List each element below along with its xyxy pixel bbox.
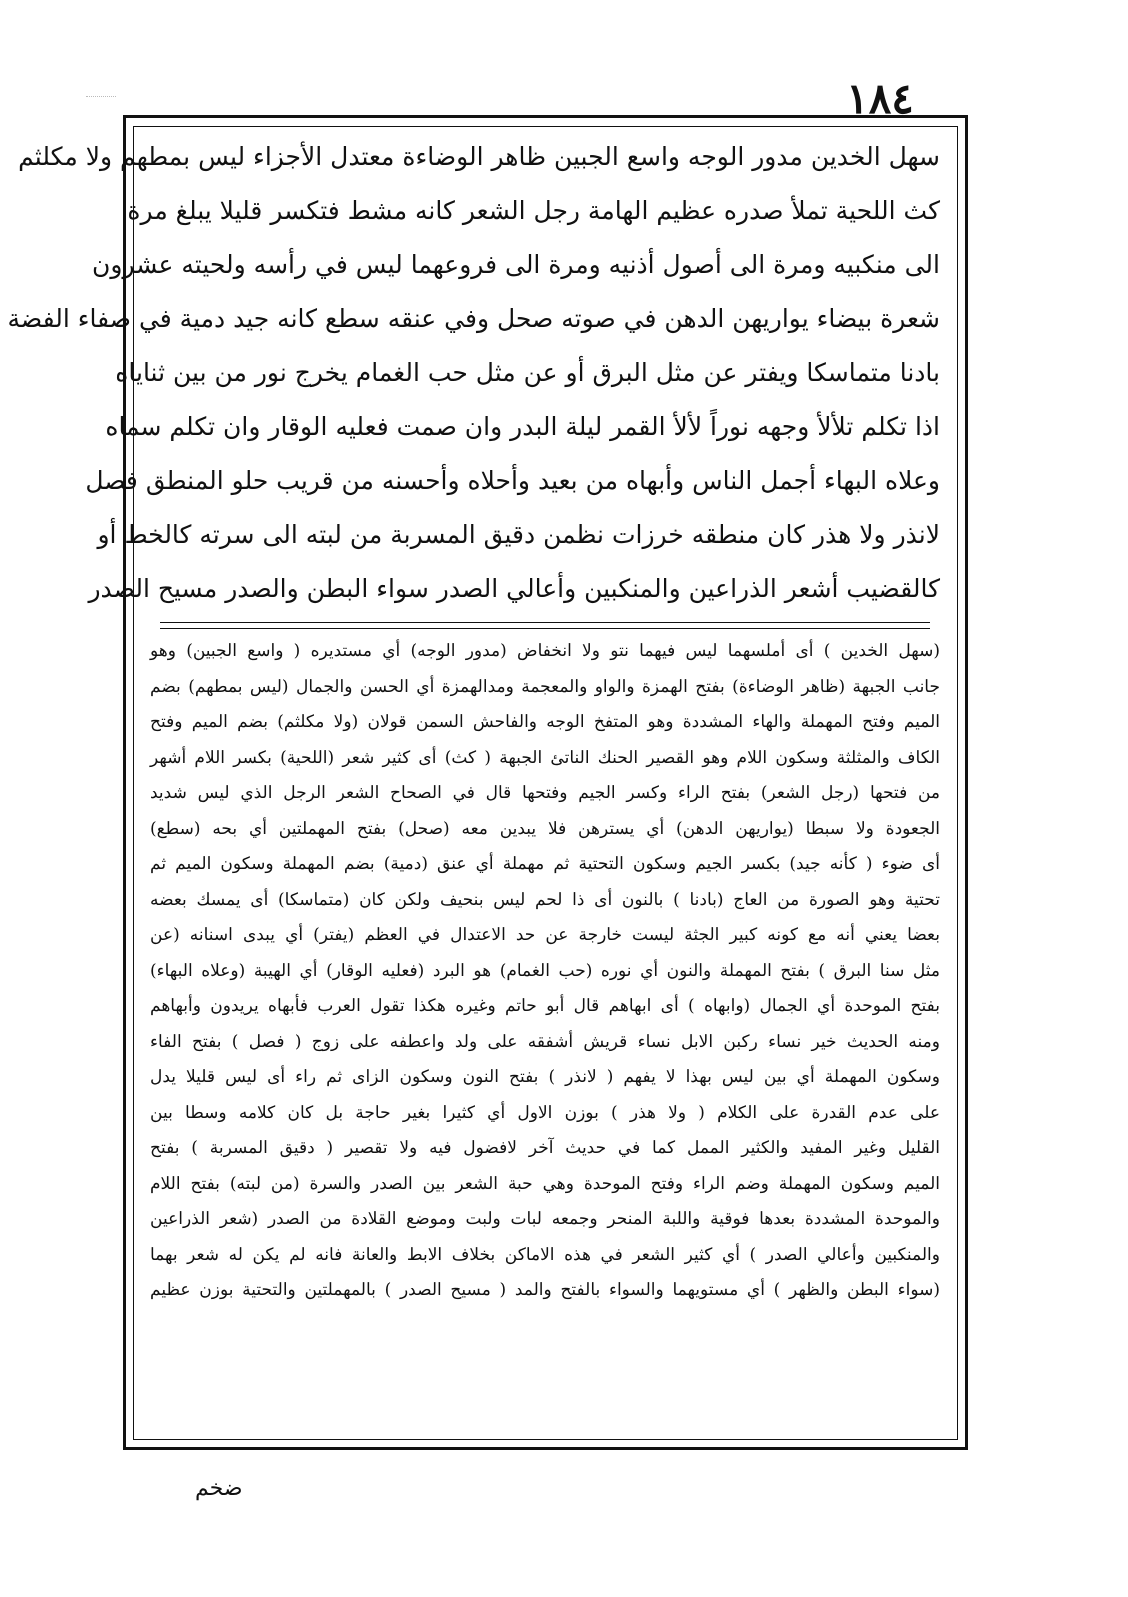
commentary-line: والموحدة المشددة بعدها فوقية واللبة المنحر وجمعه لبات ولبت وموضع القلادة من الصدر (شعر الذراعين xyxy=(150,1209,940,1229)
commentary-line: من فتحها (رجل الشعر) بفتح الراء وكسر الجيم وفتحها قال في الصحاح الشعر الرجل الذي ليس شديد xyxy=(150,783,940,803)
separator-rule xyxy=(160,628,930,629)
commentary-line: جانب الجبهة (ظاهر الوضاءة) بفتح الهمزة والواو والمعجمة ومدالهمزة أي الحسن والجمال (ليس بمطهم) بضم xyxy=(150,676,940,697)
commentary-line: والمنكبين وأعالي الصدر ) أي كثير الشعر في هذه الاماكن بخلاف الابط والعانة فانه لم يكن له شعر بهما xyxy=(150,1244,940,1265)
scan-smudge xyxy=(86,96,116,98)
commentary-block xyxy=(150,634,940,1309)
main-text-line: بادنا متماسكا ويفتر عن مثل البرق أو عن مثل حب الغمام يخرج نور من بين ثناياه xyxy=(115,358,940,387)
commentary-line: مثل سنا البرق ) بفتح المهملة والنون أي نوره (حب الغمام) هو البرد (فعليه الوقار) أي الهيبة (وعلاه البهاء) xyxy=(150,960,940,981)
commentary-line: ومنه الحديث خير نساء ركبن الابل نساء قريش أشفقه على ولد واعطفه على زوج ( فصل ) بفتح الفاء xyxy=(150,1031,940,1052)
commentary-line: الميم وفتح المهملة والهاء المشددة وهو المتفخ الوجه والفاحش السمن قولان (ولا مكلثم) بضم الميم وفتح xyxy=(150,712,940,732)
catchword: ضخم xyxy=(195,1476,243,1501)
commentary-line: (سواء البطن والظهر ) أي مستويهما والسواء بالفتح والمد ( مسيح الصدر ) بالمهملتين والتحتية بوزن عظيم xyxy=(150,1280,940,1300)
main-text-line: الى منكبيه ومرة الى أصول أذنيه ومرة الى فروعهما ليس في رأسه ولحيته عشرون xyxy=(92,250,940,279)
page-number: ١٨٤ xyxy=(846,74,914,123)
commentary-line: بفتح الموحدة أي الجمال (وابهاه ) أى ابهاهم قال أبو حاتم وغيره هكذا تقول العرب فأبهاه يريدون وأبهاهم xyxy=(150,996,940,1016)
commentary-line: القليل وغير المفيد والكثير الممل كما في حديث آخر لافضول فيه ولا تقصير ( دقيق المسربة ) بفتح xyxy=(150,1138,940,1158)
main-text-line: كالقضيب أشعر الذراعين والمنكبين وأعالي الصدر سواء البطن والصدر مسيح الصدر xyxy=(88,574,940,603)
commentary-line: تحتية وهو الصورة من العاج (بادنا ) بالنون أى ذا لحم ليس بنحيف ولكن كان (متماسكا) أى يمسك بعضه xyxy=(150,889,940,910)
main-text-line: وعلاه البهاء أجمل الناس وأبهاه من بعيد وأحلاه وأحسنه من قريب حلو المنطق فصل xyxy=(85,466,940,495)
main-text-line: اذا تكلم تلألأ وجهه نوراً لألأ القمر ليلة البدر وان صمت فعليه الوقار وان تكلم سماه xyxy=(105,412,940,441)
main-text-line: شعرة بيضاء يواريهن الدهن في صوته صحل وفي عنقه سطع كانه جيد دمية في صفاء الفضة xyxy=(7,304,940,333)
commentary-line: (سهل الخدين ) أى أملسهما ليس فيهما نتو ولا انخفاض (مدور الوجه) أي مستديره ( واسع الجبين) وهو xyxy=(150,641,940,661)
main-text-block xyxy=(7,130,940,616)
commentary-line: الكاف والمثلثة وسكون اللام وهو القصير الحنك الناتئ الجبهة ( كث) أى كثير شعر (اللحية) بكسر اللام أشهر xyxy=(150,747,940,768)
main-text-line: كث اللحية تملأ صدره عظيم الهامة رجل الشعر كانه مشط فتكسر قليلا يبلغ مرة xyxy=(127,196,940,225)
commentary-line: الميم وسكون المهملة وضم الراء وفتح الموحدة وهي حبة الشعر بين الصدر والسرة (من لبته) بفتح اللام xyxy=(150,1173,940,1194)
separator-rule xyxy=(160,622,930,623)
commentary-line: على عدم القدرة على الكلام ( ولا هذر ) بوزن الاول أي كثيرا بغير حاجة بل كان كلامه وسطا بين xyxy=(150,1102,940,1123)
commentary-line: وسكون المهملة أي بين ليس بهذا لا يفهم ( لانذر ) بفتح النون وسكون الزاى ثم راء أى ليس قليلا يدل xyxy=(150,1067,940,1087)
main-text-line: لانذر ولا هذر كان منطقه خرزات نظمن دقيق المسربة من لبته الى سرته كالخط أو xyxy=(97,520,940,549)
commentary-line: بعضا يعني أنه مع كونه كبير الجثة ليست خارجة عن حد الاعتدال في العظم (يفتر) أي يبدى اسنانه (عن xyxy=(150,925,940,945)
main-text-line: سهل الخدين مدور الوجه واسع الجبين ظاهر الوضاءة معتدل الأجزاء ليس بمطهم ولا مكلثم xyxy=(18,142,940,171)
commentary-line: الجعودة ولا سبطا (يواريهن الدهن) أي يسترهن فلا يبدين معه (صحل) بفتح المهملتين أي بحه (سطع) xyxy=(150,818,940,839)
commentary-line: أى ضوء ( كأنه جيد) بكسر الجيم وسكون التحتية ثم مهملة أي عنق (دمية) بضم المهملة وسكون الميم ثم xyxy=(150,854,940,874)
